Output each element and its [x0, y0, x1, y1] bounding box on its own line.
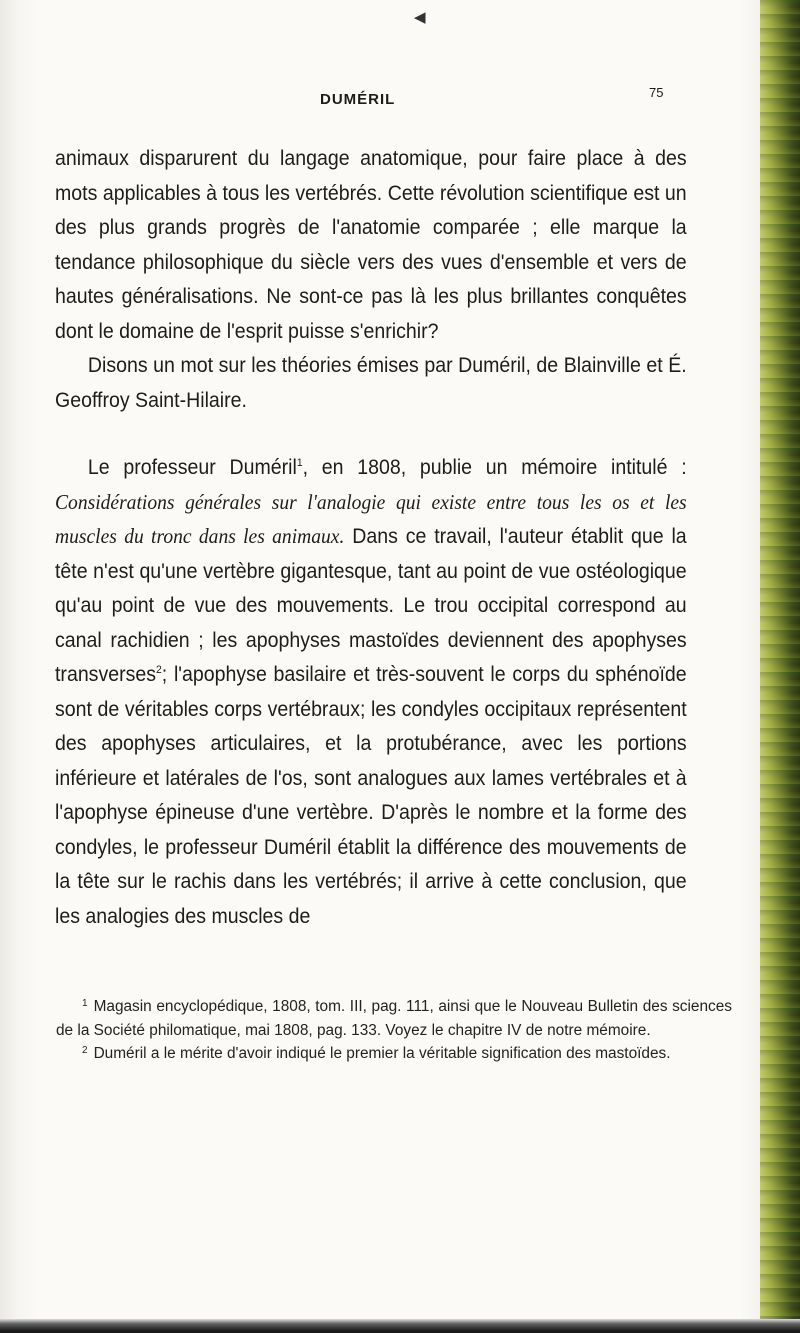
book-binding-edge [760, 0, 800, 1333]
paragraph-3 [55, 451, 687, 934]
footnote-ref-1: 1 [296, 457, 303, 469]
paragraph-1: animaux disparurent du langage anatomique, pour faire place à des mots applicables à tous les vertébrés. Cette révolution scientifique est un des plus grands progrès de l'anatomie comparée ; elle marque la tendance philosophique du siècle vers des vues d'ensemble et vers de hautes généralisations. Ne sont-ce pas là les plus brillantes conquêtes dont le domaine de l'esprit puisse s'enrichir? [55, 147, 687, 343]
main-text [55, 142, 687, 934]
paragraph-3-ending: ; l'apophyse basilaire et très-souvent le corps du sphénoïde sont de véritables corps vertébraux; les condyles occipitaux représentent des apophyses articulaires, et la protubérance, avec les portions inférieure et latérales de l'os, sont analogues aux lames vertébrales et à l'apophyse épineuse d'une vertèbre. D'après le nombre et la forme des condyles, le professeur Duméril établit la différence des mouvements de la tête sur le rachis dans les vertébrés; il arrive à cette conclusion, que les analogies des muscles de [55, 663, 687, 928]
top-margin-mark: ◀ [414, 8, 426, 26]
footnote-2-mark: 2 [82, 1045, 88, 1056]
paragraph-3-after-ref: , en 1808, publie un mémoire intitulé : [302, 456, 687, 479]
running-head [0, 85, 800, 115]
footnote-1-mark: 1 [82, 998, 88, 1009]
footnote-1-text: Magasin encyclopédique, 1808, tom. III, pag. 111, ainsi que le Nouveau Bulletin des sciences de la Société philomatique, mai 1808, pag. 133. Voyez le chapitre IV de notre mémoire. [56, 998, 732, 1039]
page-bottom-edge [0, 1319, 800, 1333]
paragraph-2: Disons un mot sur les théories émises par Duméril, de Blainville et É. Geoffroy Saint-Hilaire. [55, 354, 687, 412]
footnote-ref-2: 2 [156, 664, 162, 676]
footnote-1 [56, 995, 732, 1042]
memoir-title: Considérations générales sur l'analogie qui existe entre tous les os et les muscles du tronc dans les animaux. [55, 490, 687, 548]
page-number: 75 [649, 85, 664, 100]
footnotes [56, 995, 732, 1066]
paragraph-3-middle: Dans ce travail, l'auteur établit que la tête n'est qu'une vertèbre gigantesque, tant au point de vue ostéologique qu'au point de vue des mouvements. Le trou occipital correspond au canal rachidien ; les apophyses mastoïdes deviennent des apophyses transverses [55, 525, 687, 686]
paragraph-gap [55, 418, 687, 451]
footnote-2-text: Duméril a le mérite d'avoir indiqué le premier la véritable signification des mastoïdes. [93, 1045, 671, 1062]
footnote-2 [56, 1042, 732, 1066]
running-title: DUMÉRIL [320, 91, 396, 108]
paragraph-3-intro: Le professeur Duméril [87, 456, 297, 479]
